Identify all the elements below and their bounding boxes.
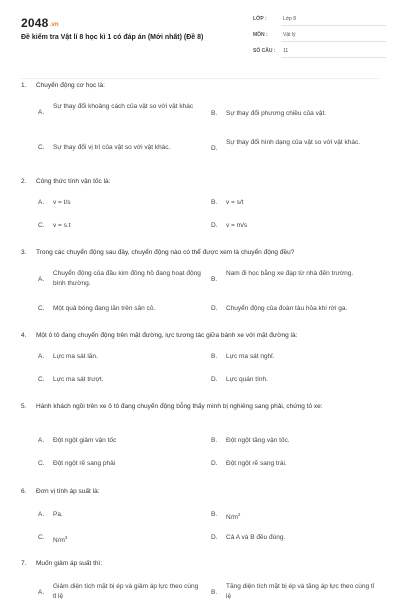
logo-suffix: .vn: [49, 22, 59, 28]
header-divider: [21, 78, 379, 79]
info-key: LỚP :: [253, 16, 267, 22]
header: [0, 0, 400, 70]
document-title: Đề kiểm tra Vật lí 8 học kì 1 có đáp án (Mới nhất) (Đề 8): [21, 34, 204, 41]
question-stem: 5. Hành khách ngồi trên xe ô tô đang chuyển động bỗng thấy mình bị nghiêng sang phải, chứng tỏ xe:: [21, 403, 323, 410]
info-value: Vật lý: [283, 32, 296, 38]
info-value: 11: [283, 48, 289, 54]
question-stem: 3. Trong các chuyển động sau đây, chuyển động nào có thể được xem là chuyển động đều?: [21, 249, 295, 256]
info-key: SỐ CÂU :: [253, 48, 276, 54]
question-stem: 6. Đơn vị tính áp suất là:: [21, 488, 100, 495]
info-key: MÔN :: [253, 32, 268, 38]
question-stem: 4. Một ô tô đang chuyển động trên mặt đường, lực tương tác giữa bánh xe với mặt đường là:: [21, 332, 298, 339]
site-logo[interactable]: [21, 16, 59, 30]
question-stem: 1. Chuyển động cơ học là:: [21, 82, 105, 89]
question-stem: 7. Muốn giảm áp suất thì:: [21, 560, 103, 567]
page: 2048.vn Đề kiểm tra Vật lí 8 học kì 1 có đáp án (Mới nhất) (Đề 8) LỚP : Lớp 8 MÔN : Vật lý SỐ CÂU : 11 1. Chuyển động cơ học là: A. Sự thay đổi khoảng cách của vật so với vật khác B. Sự thay đổi phương chiều của vật. C. Sự thay đổi vị trí của vật so với vật khác. D. Sự thay đổi hình dạng của vật so với vật khác. 2. Công thức tính vận tốc là: A. v = t/s B. v = s/t C. v = s.t D. v = m/s 3. Trong các chuyển động sau đây, chuyển động nào có thể được xem là chuyển động đều? A. Chuyển động của đầu kim đồng hồ đang hoạt động bình thường. B. Nam đi học bằng xe đạp từ nhà đến trường. C. Một quả bóng đang lăn trên sân cỏ. D. Chuyển động của đoàn tàu hỏa khi rời ga. 4. Một ô tô đang chuyển động trên mặt đường, lực tương tác giữa bánh xe với mặt đường là: A. Lực ma sát lăn. B. Lực ma sát nghỉ. C. Lực ma sát trượt. D. Lực quán tính. 5. Hành khách ngồi trên xe ô tô đang chuyển động bỗng thấy mình bị nghiêng sang phải, chứng tỏ xe: A. Đột ngột giảm vận tốc B. Đột ngột tăng vận tốc. C. Đột ngột rẽ sang phải D. Đột ngột rẽ sang trái. 6. Đơn vị tính áp suất là: A. Pa. B. $N/m^2$ C. $N/m^3$ D. Cả A và B đều đúng. 7. Muốn giảm áp suất thì: A. Giảm diện tích mặt bị ép và giảm áp lực theo cùng tỉ lệ B. Tăng diện tích mặt bị ép và tăng áp lực theo cùng tỉ lệ: [0, 0, 400, 600]
logo-text: 2048: [21, 16, 49, 30]
info-value: Lớp 8: [283, 16, 297, 22]
question-stem: 2. Công thức tính vận tốc là:: [21, 178, 111, 185]
